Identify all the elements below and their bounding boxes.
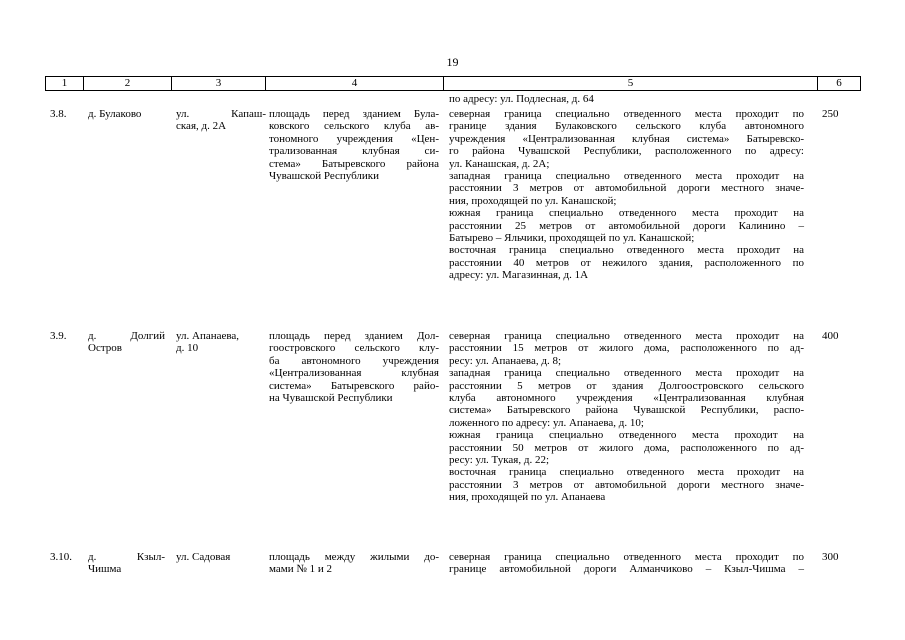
street-address: ул. Садовая [176,551,231,563]
boundary-line: западная граница специально отведенного места проходит на [449,367,804,380]
boundary-line: границе здания Булаковского сельского клуба автономного [449,120,804,133]
boundary-line: адресу: ул. Магазинная, д. 1А [449,269,589,282]
place-line: ковского сельского клуба ав- [269,120,439,133]
boundary-line: расстоянии 3 метров от автомобильной дороги местного значе- [449,478,804,491]
street-line: ская, д. 2А [176,120,227,133]
boundary-line: расстоянии 25 метров от автомобильной дороги Калинино – [449,219,804,232]
page-number: 19 [446,55,459,69]
row-number: 3.8. [50,108,67,120]
locality-line: Чишма [88,563,122,576]
row-number: 3.10. [50,551,72,563]
row-number: 3.9. [50,330,67,342]
place-line: система» Батыревского райо- [269,379,439,392]
column-header-6: 6 [818,77,861,91]
street-address [176,108,266,133]
place-description [269,330,439,404]
street-line: ул. Апанаева, [176,330,240,342]
place-line: Чувашской Республики [269,170,380,183]
boundary-line: восточная граница специально отведенного места проходит на [449,466,804,479]
continuation-text: по адресу: ул. Подлесная, д. 64 [449,93,594,105]
boundary-line: ресу: ул. Тукая, д. 22; [449,454,550,467]
locality [88,330,165,355]
column-header-5: 5 [444,77,818,91]
place-line: площадь перед зданием Дол- [269,330,439,342]
locality-line: д. Кзыл- [88,551,165,563]
street-line: д. 10 [176,342,199,355]
boundary-line: расстоянии 3 метров от автомобильной дороги местного значе- [449,182,804,195]
boundary-line: западная граница специально отведенного места проходит на [449,170,804,183]
boundary-line: Батырево – Яльчики, проходящей по ул. Канашской; [449,232,695,245]
boundary-line: южная граница специально отведенного места проходит на [449,429,804,442]
boundary-line: система» Батыревского района Чувашской Республики, распо- [449,404,804,417]
column-header-1: 1 [46,77,84,91]
boundary-line: го района Чувашской Республики, расположенного по адресу: [449,145,804,158]
boundary-line: северная граница специально отведенного места проходит по [449,551,804,563]
area-value: 250 [822,108,839,120]
column-header-2: 2 [84,77,172,91]
boundary-line: ния, проходящей по ул. Канашской; [449,194,617,207]
area-value: 300 [822,551,839,563]
place-line: площадь между жилыми до- [269,551,439,563]
locality-line: д. Долгий [88,330,165,342]
place-line: мами № 1 и 2 [269,563,332,576]
place-description [269,551,439,576]
locality: д. Булаково [88,108,142,120]
boundaries-description [449,551,804,576]
boundary-line: расстоянии 15 метров от жилого дома, расположенного по ад- [449,342,804,355]
place-line: трализованная клубная си- [269,145,439,158]
boundary-line: северная граница специально отведенного места проходит на [449,330,804,342]
place-description [269,108,439,182]
boundary-line: ния, проходящей по ул. Апанаева [449,491,606,504]
boundaries-description [449,330,804,504]
boundary-line: расстоянии 50 метров от жилого дома, расположенного по ад- [449,441,804,454]
boundary-line: расстоянии 40 метров от нежилого здания, расположенного по [449,256,804,269]
boundary-line: восточная граница специально отведенного места проходит на [449,244,804,257]
boundary-line: ресу: ул. Апанаева, д. 8; [449,354,562,367]
place-line: тономного учреждения «Цен- [269,132,439,145]
column-header-3: 3 [172,77,266,91]
locality-line: Остров [88,342,122,355]
column-header-row [45,76,861,91]
place-line: «Централизованная клубная [269,367,439,380]
place-line: гоостровского сельского клу- [269,342,439,355]
boundary-line: учреждения «Централизованная клубная система» Батыревско- [449,132,804,145]
boundary-line: южная граница специально отведенного места проходит на [449,207,804,220]
street-line: ул. Капаш- [176,108,266,120]
boundary-line: расстоянии 5 метров от здания Долгоостровского сельского [449,379,804,392]
boundary-line: клуба автономного учреждения «Централизованная клубная [449,392,804,405]
place-line: ба автономного учреждения [269,354,439,367]
street-address [176,330,266,355]
column-header-4: 4 [266,77,444,91]
boundaries-description [449,108,804,282]
place-line: на Чувашской Республики [269,392,393,405]
place-line: стема» Батыревского района [269,157,439,170]
boundary-line: ул. Канашская, д. 2А; [449,157,550,170]
boundary-line: северная граница специально отведенного места проходит по [449,108,804,120]
area-value: 400 [822,330,839,342]
boundary-line: ложенного по адресу: ул. Апанаева, д. 10; [449,416,644,429]
boundary-line: границе автомобильной дороги Алманчиково – Кзыл-Чишма – [449,563,804,576]
place-line: площадь перед зданием Була- [269,108,439,120]
locality [88,551,165,576]
